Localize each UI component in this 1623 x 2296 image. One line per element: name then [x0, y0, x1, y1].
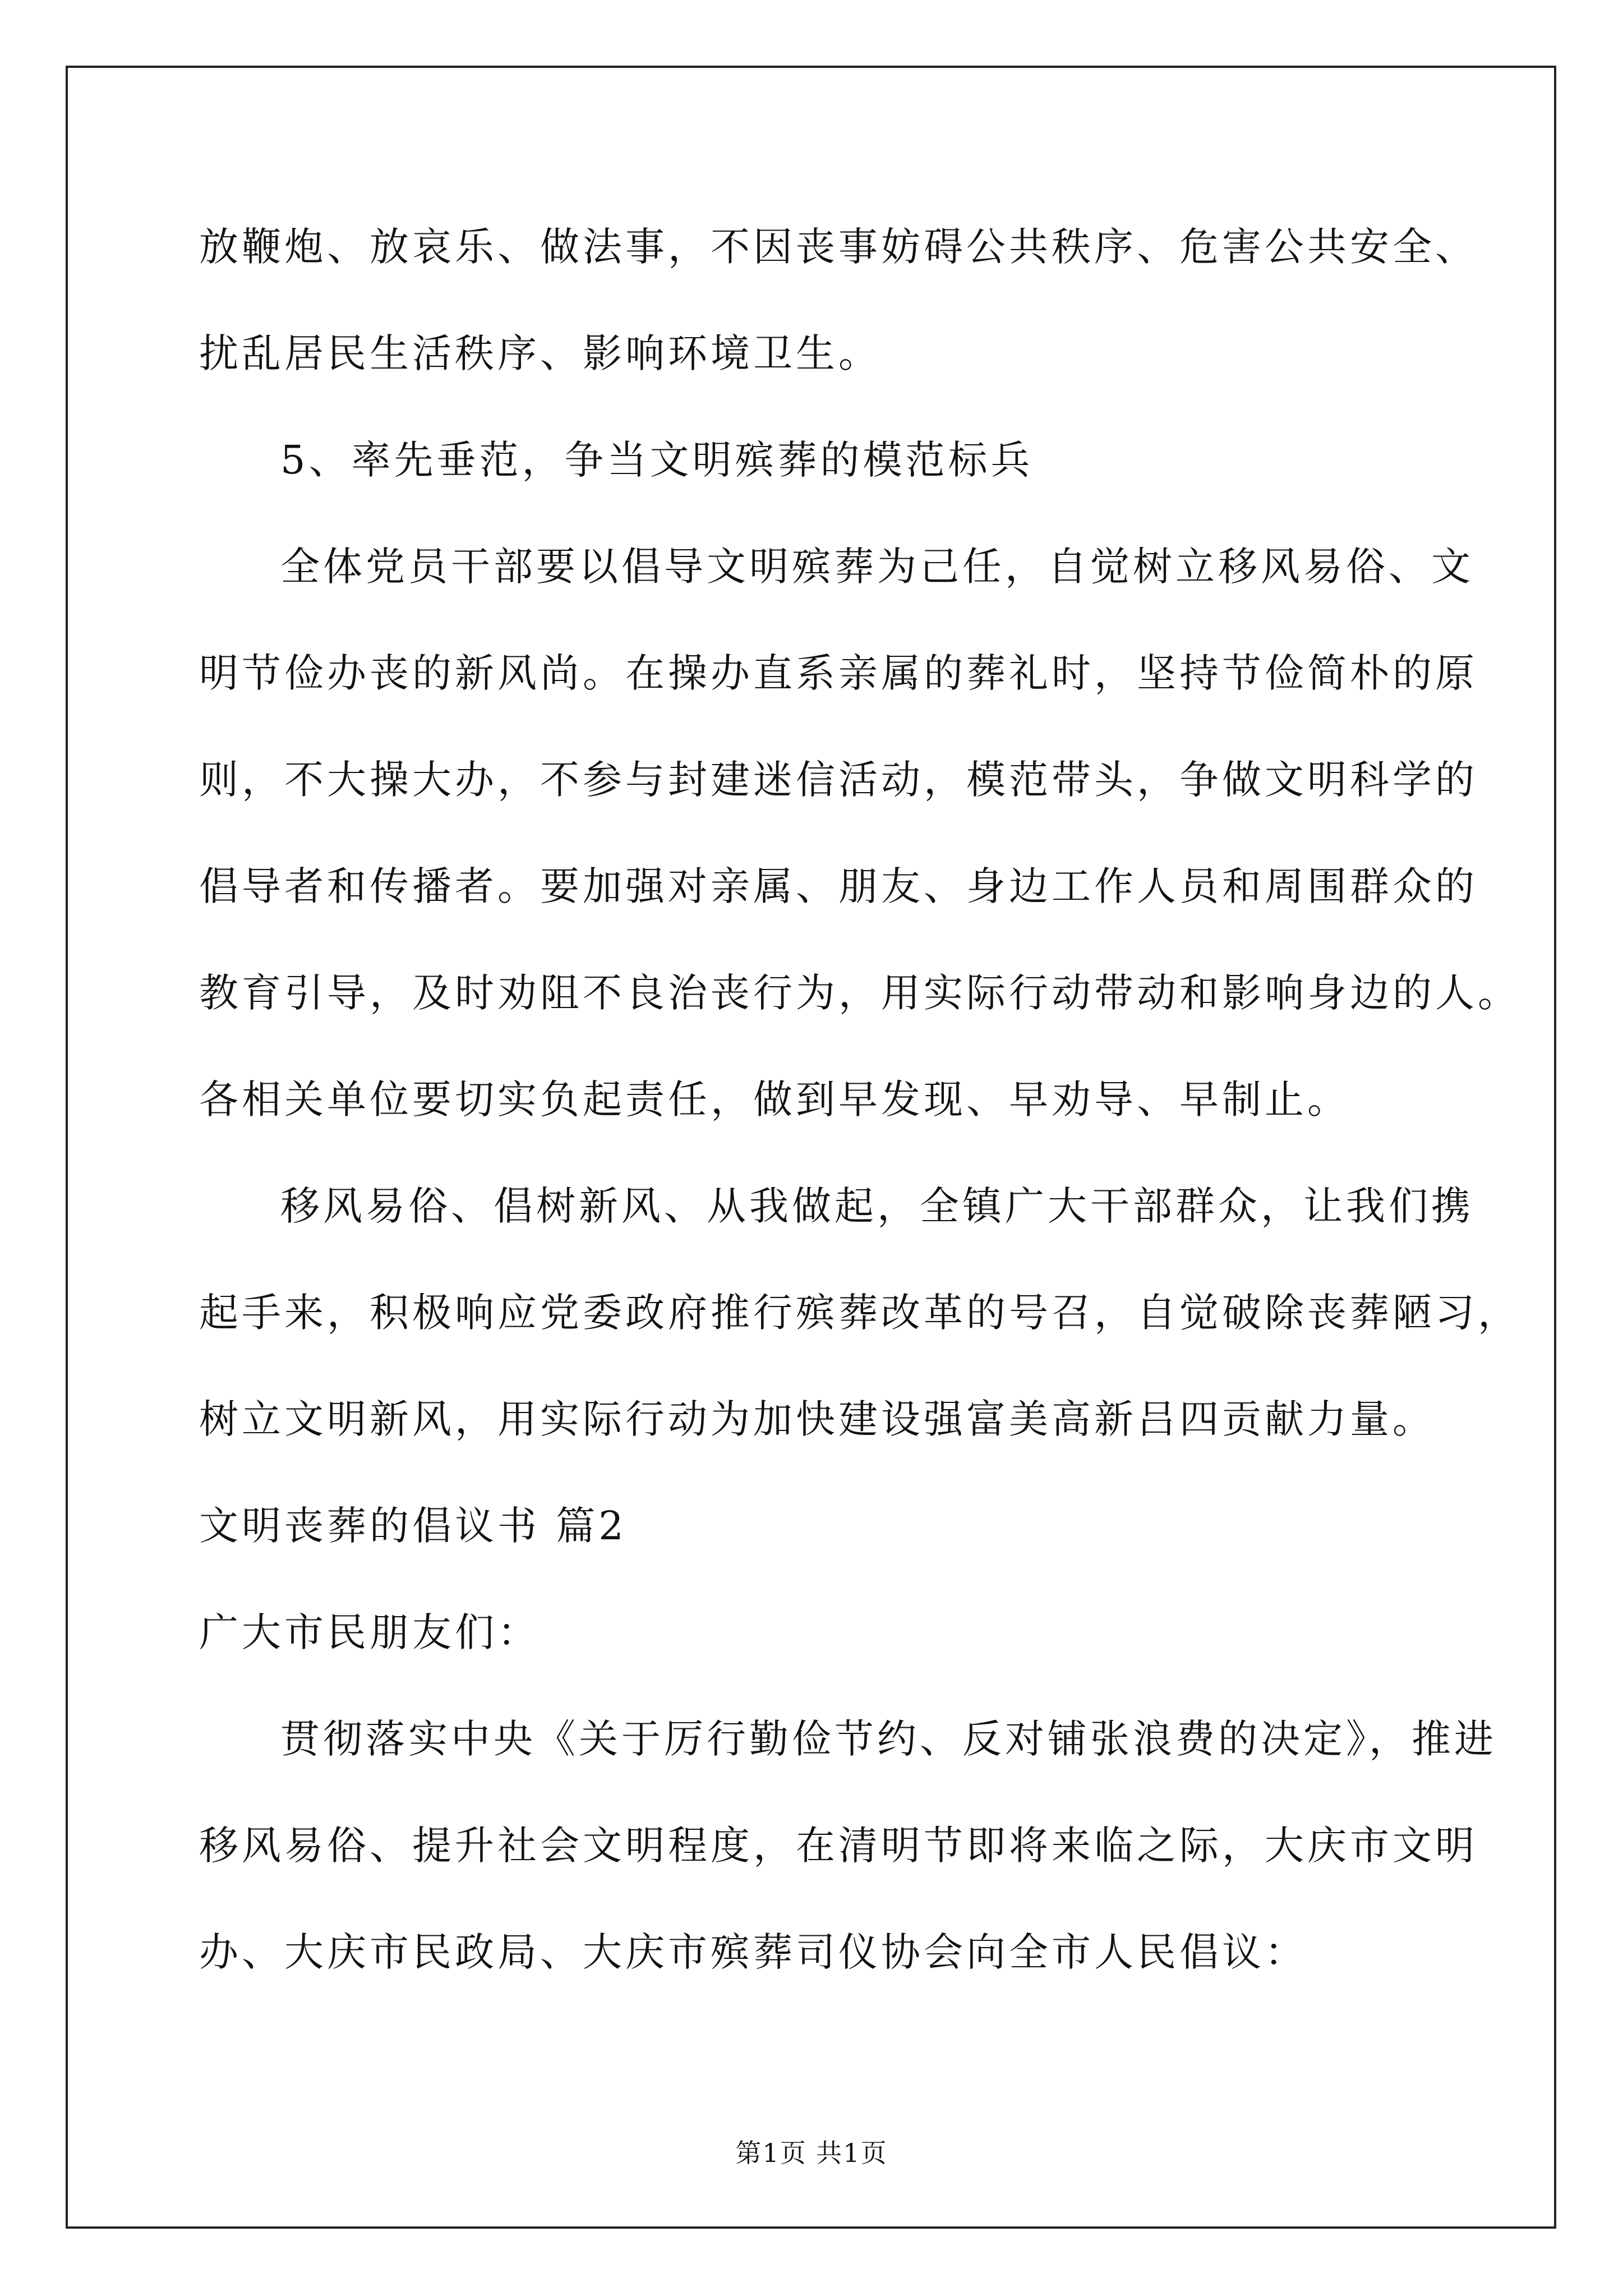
paragraph-line: 各相关单位要切实负起责任，做到早发现、早劝导、早制止。	[199, 1076, 1350, 1122]
paragraph-line: 明节俭办丧的新风尚。在操办直系亲属的葬礼时，坚持节俭简朴的原	[199, 650, 1478, 696]
paragraph-line: 树立文明新风，用实际行动为加快建设强富美高新吕四贡献力量。	[199, 1396, 1435, 1442]
paragraph-line: 则，不大操大办，不参与封建迷信活动，模范带头，争做文明科学的	[199, 757, 1478, 803]
page-footer: 第1页 共1页	[735, 2138, 888, 2168]
paragraph-line: 移风易俗、提升社会文明程度，在清明节即将来临之际，大庆市文明	[199, 1823, 1478, 1869]
paragraph-line: 贯彻落实中央《关于厉行勤俭节约、反对铺张浪费的决定》，推进	[280, 1716, 1497, 1762]
paragraph-line: 起手来，积极响应党委政府推行殡葬改革的号召，自觉破除丧葬陋习，	[199, 1290, 1520, 1336]
paragraph-line: 全体党员干部要以倡导文明殡葬为己任，自觉树立移风易俗、文	[280, 544, 1474, 590]
page-frame	[66, 66, 1556, 2229]
paragraph-line: 倡导者和传播者。要加强对亲属、朋友、身边工作人员和周围群众的	[199, 863, 1478, 909]
paragraph-line: 放鞭炮、放哀乐、做法事，不因丧事妨碍公共秩序、危害公共安全、	[199, 224, 1478, 270]
document-title: 文明丧葬的倡议书 篇2	[199, 1503, 627, 1549]
paragraph-line: 办、大庆市民政局、大庆市殡葬司仪协会向全市人民倡议：	[199, 1929, 1307, 1975]
section-heading: 5、率先垂范，争当文明殡葬的模范标兵	[280, 437, 1034, 483]
paragraph-line: 教育引导，及时劝阻不良治丧行为，用实际行动带动和影响身边的人。	[199, 970, 1520, 1016]
paragraph-line: 移风易俗、倡树新风、从我做起，全镇广大干部群众，让我们携	[280, 1183, 1474, 1229]
paragraph-line: 扰乱居民生活秩序、影响环境卫生。	[199, 330, 881, 376]
salutation: 广大市民朋友们：	[199, 1609, 540, 1655]
